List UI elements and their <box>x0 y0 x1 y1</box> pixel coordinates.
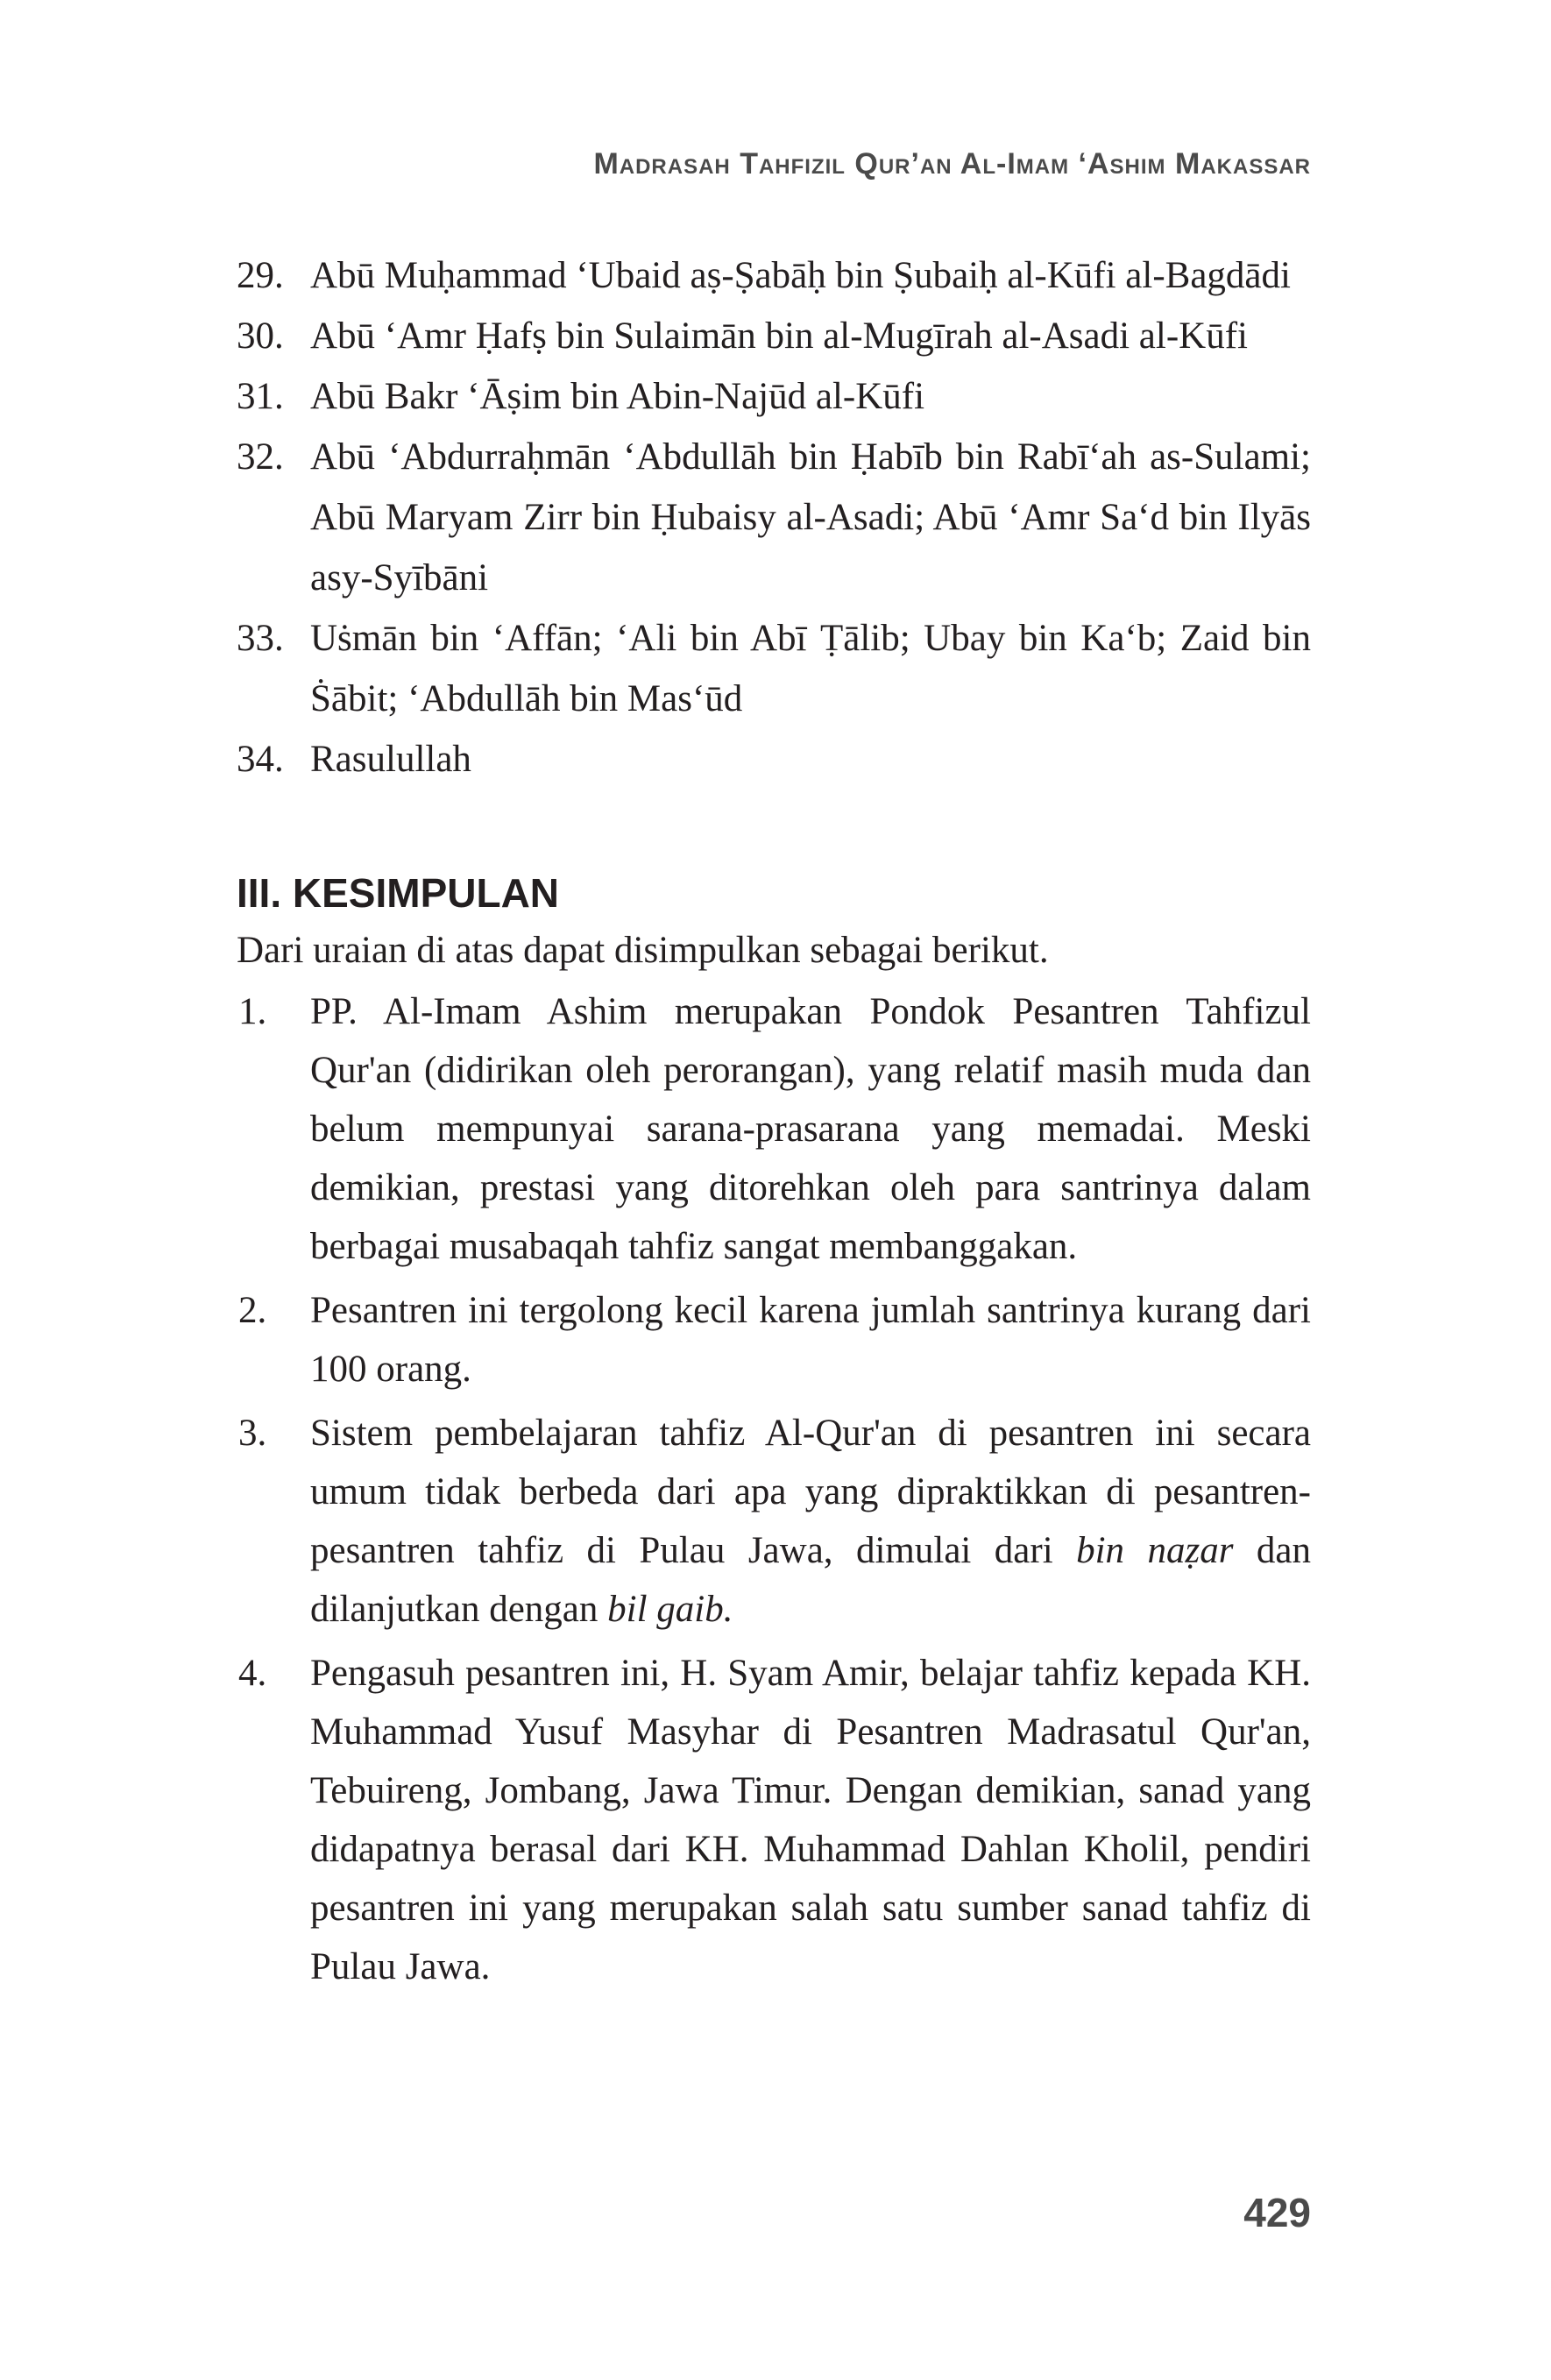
list-item-text: Uṡmān bin ‘Affān; ‘Ali bin Abī Ṭālib; Ubay bin Ka‘b; Zaid bin Ṡābit; ‘Abdullāh bin Mas‘ūd <box>310 618 1311 719</box>
list-item <box>237 366 1311 427</box>
list-item <box>237 1281 1311 1399</box>
list-item-number: 3. <box>238 1413 267 1454</box>
italic-term: bil gaib. <box>607 1589 733 1630</box>
list-item-number: 33. <box>237 618 284 659</box>
list-item-text: Rasulullah <box>310 739 471 780</box>
list-item <box>237 1404 1311 1639</box>
list-item-text-part: dan dilanjutkan dengan <box>310 1530 1312 1630</box>
conclusion-list <box>237 982 1311 1996</box>
list-item-number: 2. <box>238 1290 267 1331</box>
list-item <box>237 1644 1311 1996</box>
list-item-text: Abū Bakr ‘Āṣim bin Abin-Najūd al-Kūfi <box>310 376 925 417</box>
list-item-text: Abū ‘Amr Ḥafṣ bin Sulaimān bin al-Mugīrah al-Asadi al-Kūfi <box>310 315 1248 357</box>
page-body <box>237 245 1311 2001</box>
list-item-text: Abū ‘Abdurraḥmān ‘Abdullāh bin Ḥabīb bin Rabī‘ah as-Sulami; Abū Maryam Zirr bin Ḥubaisy al-Asadi; Abū ‘Amr Sa‘d bin Ilyās asy-Syībāni <box>310 436 1311 599</box>
running-head: Madrasah Tahfizil Qur’an Al-Imam ‘Ashim Makassar <box>593 147 1311 181</box>
list-item-text-part: Sistem pembelajaran tahfiz Al-Qur'an di pesantren ini secara umum tidak berbeda dari apa yang dipraktikkan di pesantren-pesantren tahfiz di Pulau Jawa, dimulai dari <box>310 1413 1311 1571</box>
section-heading: III. KESIMPULAN <box>237 870 560 916</box>
list-item-number: 29. <box>237 255 284 296</box>
list-item-number: 30. <box>237 315 284 357</box>
list-item <box>237 608 1311 729</box>
list-item <box>237 729 1311 790</box>
list-item-number: 1. <box>238 991 267 1032</box>
list-item-number: 31. <box>237 376 284 417</box>
list-item <box>237 982 1311 1276</box>
list-item-number: 32. <box>237 436 284 478</box>
list-item <box>237 245 1311 306</box>
page-number: 429 <box>1243 2190 1311 2235</box>
list-item-text: Abū Muḥammad ‘Ubaid aṣ-Ṣabāḥ bin Ṣubaiḥ al-Kūfi al-Bagdādi <box>310 255 1291 296</box>
list-item-text: PP. Al-Imam Ashim merupakan Pondok Pesantren Tahfizul Qur'an (didirikan oleh perorangan), yang relatif masih muda dan belum mempunyai sarana-prasarana yang memadai. Meski demikian, prestasi yang ditorehkan oleh para santrinya dalam berbagai musabaqah tahfiz sangat membanggakan. <box>310 991 1311 1267</box>
list-item-number: 34. <box>237 739 284 780</box>
list-item-text: Pesantren ini tergolong kecil karena jumlah santrinya kurang dari 100 orang. <box>310 1290 1311 1390</box>
list-item-text <box>310 1413 1311 1630</box>
list-item-number: 4. <box>238 1653 267 1694</box>
section-intro: Dari uraian di atas dapat disimpulkan sebagai berikut. <box>237 930 1049 971</box>
italic-term: bin naẓar <box>1076 1530 1234 1571</box>
list-item <box>237 427 1311 608</box>
list-item-text: Pengasuh pesantren ini, H. Syam Amir, belajar tahfiz kepada KH. Muhammad Yusuf Masyhar di Pesantren Madrasatul Qur'an, Tebuireng, Jombang, Jawa Timur. Dengan demikian, sanad yang didapatnya berasal dari KH. Muhammad Dahlan Kholil, pendiri pesantren ini yang merupakan salah satu sumber sanad tahfiz di Pulau Jawa. <box>310 1653 1311 1987</box>
sanad-list <box>237 245 1311 790</box>
list-item <box>237 306 1311 366</box>
